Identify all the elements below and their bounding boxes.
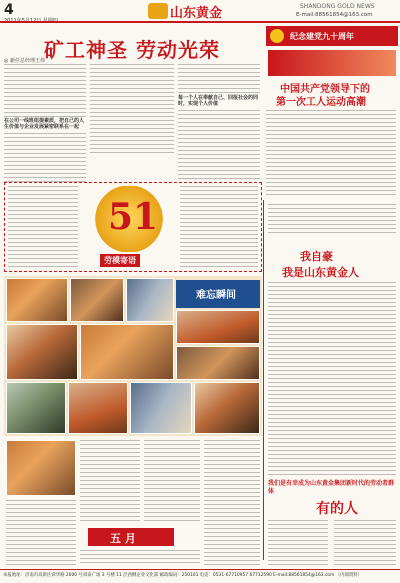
sidebar-title-1: 中国共产党领导下的: [280, 84, 370, 95]
bottom-text-5: [80, 550, 200, 566]
photo-2: [70, 278, 124, 322]
photo-section-title: 难忘瞬间: [196, 290, 236, 301]
sidebar-banner-text: 纪念建党九十周年: [290, 32, 354, 41]
photo-bottom-left: [6, 440, 76, 496]
right-text-2: [268, 282, 396, 478]
sidebar-text: [266, 110, 396, 198]
emblem-number: 51: [108, 196, 159, 238]
lead-col3-subtitle: 每一个人在奉献自己、回报社会的同时，实现个人价值: [178, 95, 259, 107]
bottom-text-2: [80, 440, 140, 522]
photo-1: [6, 278, 68, 322]
masthead-title: 山东黄金: [170, 6, 223, 21]
lead-text-col2: [90, 64, 174, 154]
right-text-4: [334, 520, 396, 566]
party-emblem-icon: [270, 29, 284, 43]
right-article-1-title-2: 我是山东黄金人: [282, 266, 359, 279]
photo-7: [176, 346, 260, 380]
right-col-divider: [263, 200, 264, 560]
footer-rule: [0, 569, 400, 570]
right-article-3-title: 有的人: [316, 501, 358, 517]
right-text-3: [268, 520, 328, 566]
lead-kicker: ◎ 新任总经理王伟: [4, 58, 45, 64]
page-number: 4: [4, 2, 14, 18]
bottom-text-3: [144, 440, 200, 524]
feature-text-right: [180, 186, 258, 268]
emblem-51: [84, 186, 174, 252]
photo-6: [80, 324, 174, 380]
lead-text-col1b: [4, 133, 86, 183]
bottom-section-title: 五 月: [110, 532, 136, 545]
photo-4: [176, 310, 260, 344]
feature-text-left: [8, 186, 78, 268]
sidebar-title-2: 第一次工人运动高潮: [276, 97, 366, 108]
bottom-text-1: [6, 500, 76, 566]
photo-5: [6, 324, 78, 380]
photo-3: [126, 278, 174, 322]
header-email: E-mail:88561854@163.com: [296, 12, 373, 18]
emblem-label: 劳模寄语: [100, 254, 140, 267]
right-article-2-title: 我们是有幸成为山东黄金集团新时代的劳动者群体: [268, 480, 395, 495]
lead-col1-subtitle: 在公司一线班组提素质，把自己的人生价值与企业发展紧密联系在一起: [4, 118, 85, 130]
masthead-en: SHANDONG GOLD NEWS: [300, 3, 375, 10]
header-rule: [0, 21, 400, 23]
footer-text: 本报地址：济南市高新区舜华路 2000 号舜泰广场 3 号楼 11 层西侧企业文化部 邮政编码：250101 电话：0531-67710957 67712590 E-mail:88561854@163.com （内部资料）: [3, 573, 363, 578]
bottom-text-4: [204, 440, 260, 566]
photo-9: [68, 382, 128, 434]
photo-8: [6, 382, 66, 434]
photo-10: [130, 382, 192, 434]
right-article-1-title-1: 我自豪: [300, 250, 333, 263]
photo-11: [194, 382, 260, 434]
right-text-1: [268, 204, 396, 234]
sidebar-photo: [268, 50, 396, 76]
lead-text-col3: [178, 64, 260, 94]
lead-text-col3b: [178, 110, 260, 180]
masthead-logo: [148, 3, 168, 19]
lead-headline: 矿工神圣 劳动光荣: [44, 38, 220, 62]
lead-text-col1: [4, 64, 86, 118]
